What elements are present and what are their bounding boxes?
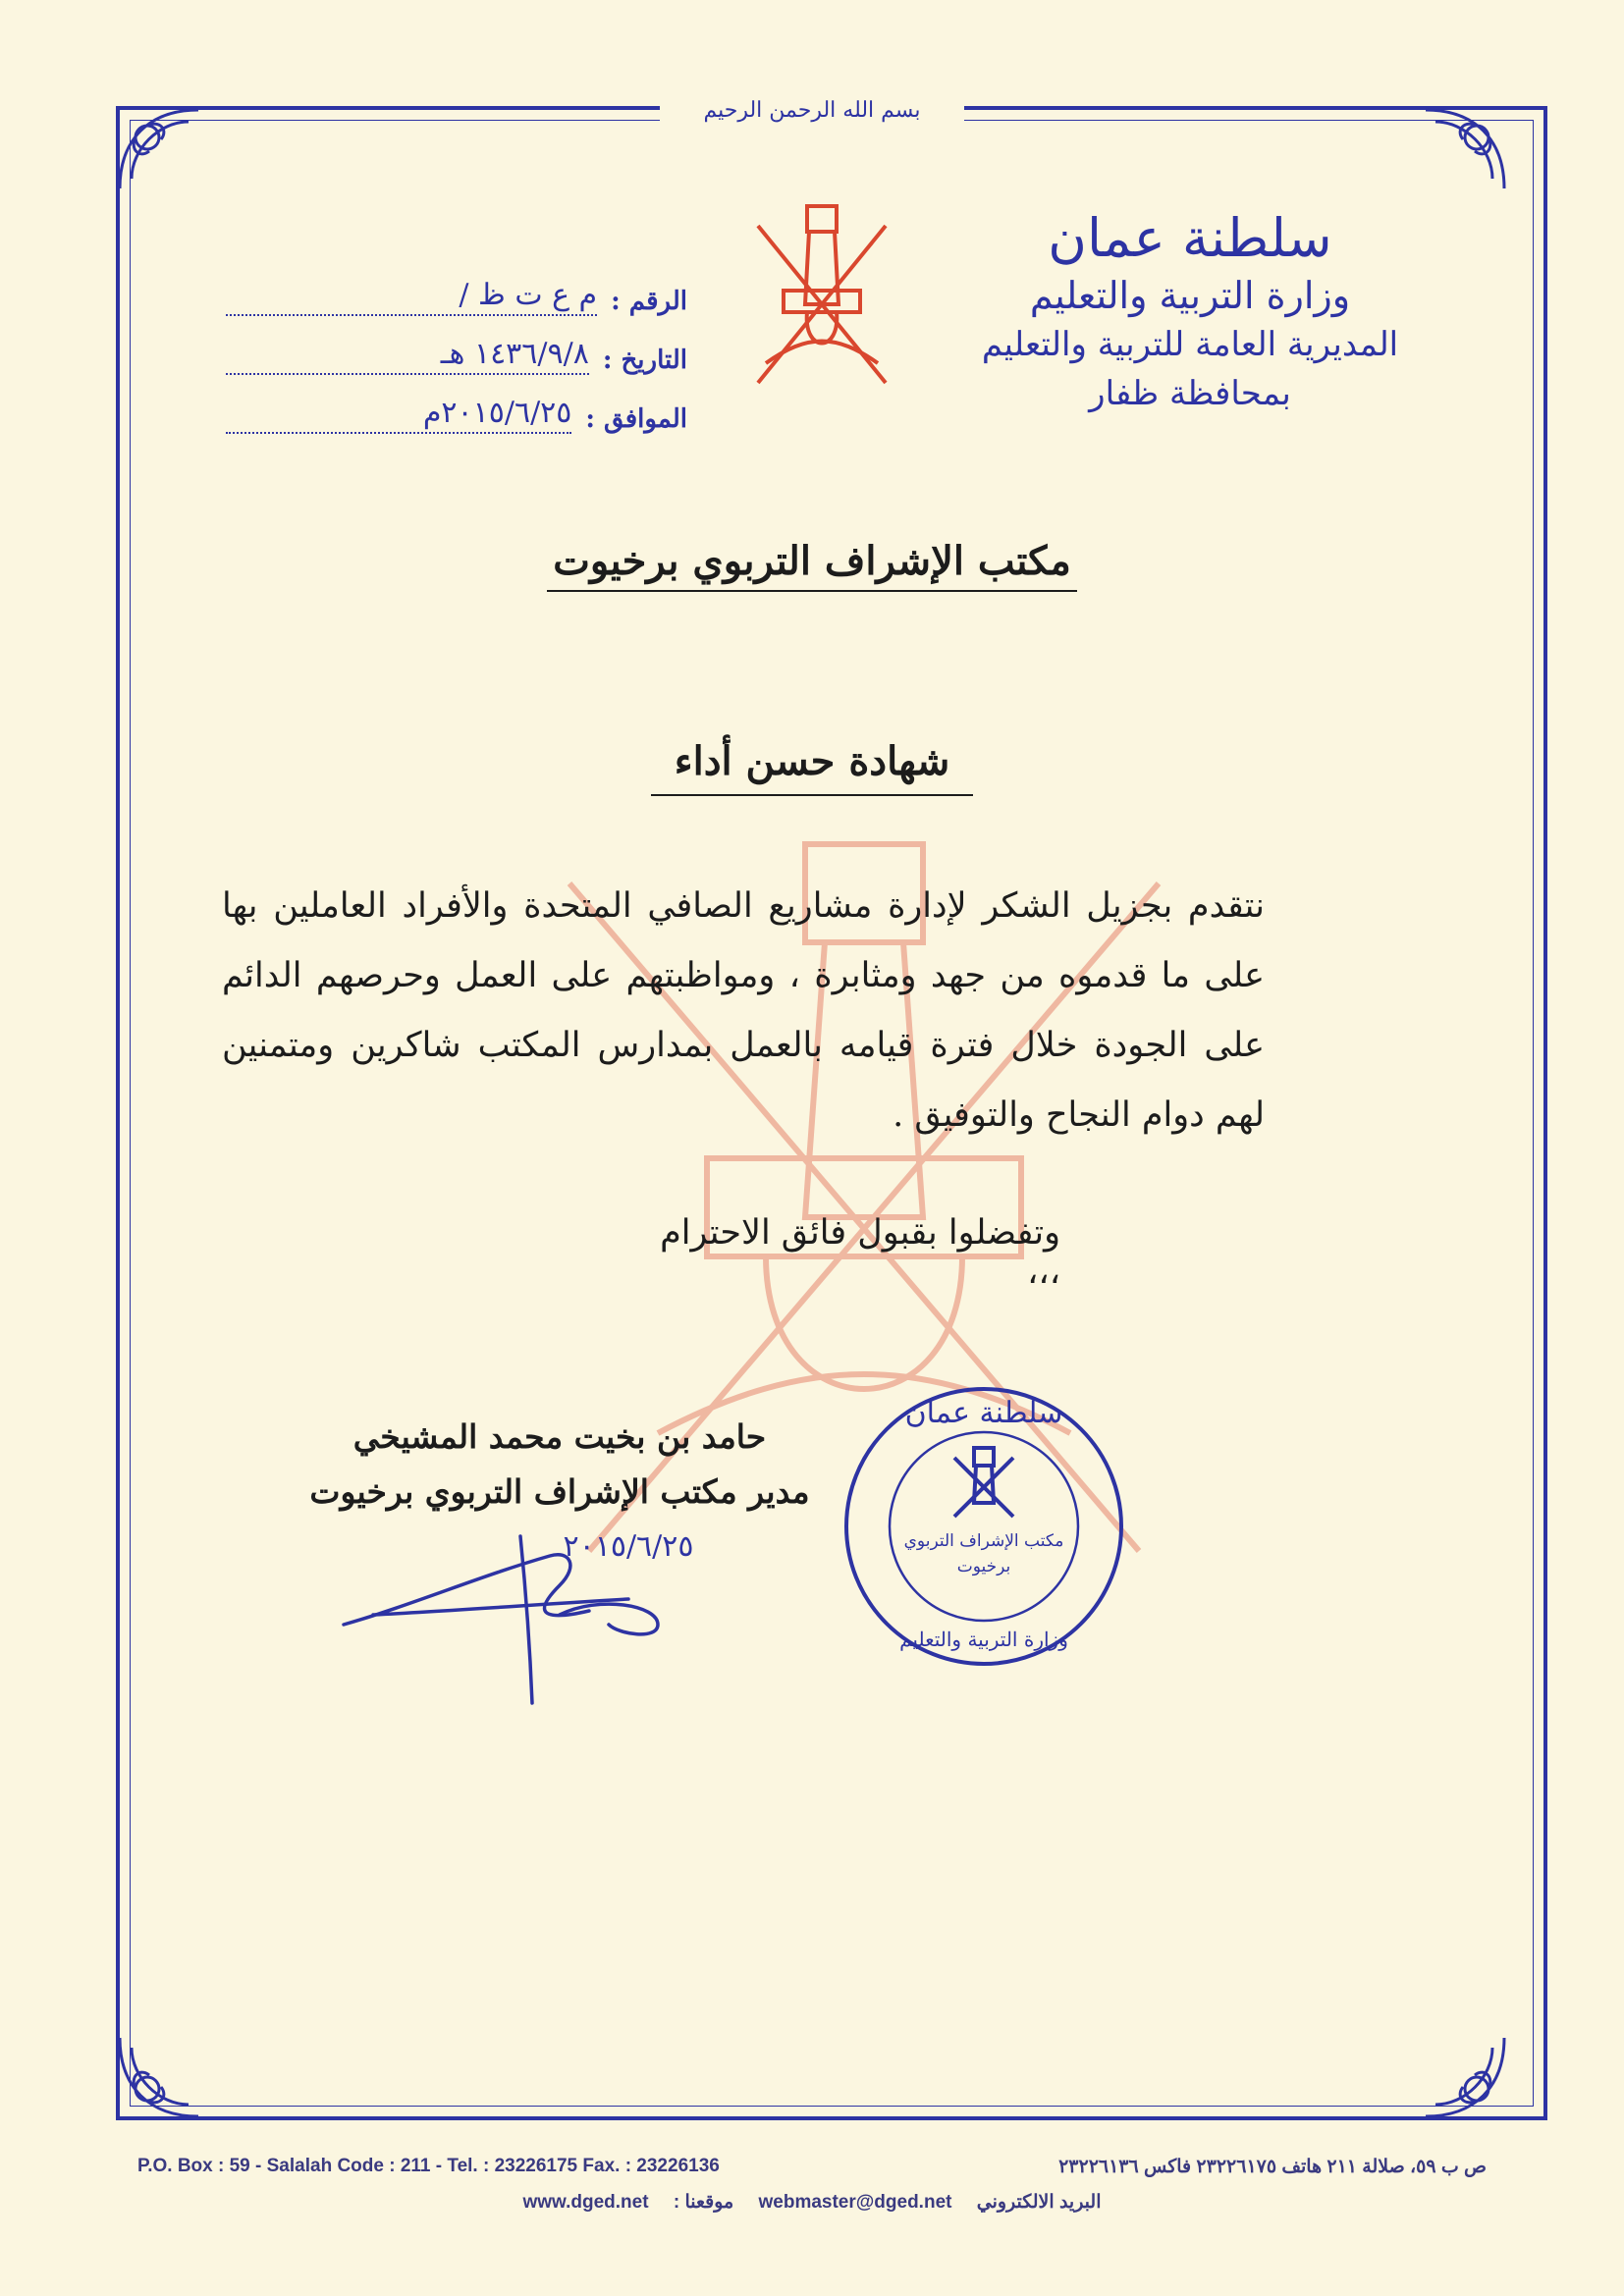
closing-line: وتفضلوا بقبول فائق الاحترام ،،،: [660, 1213, 1060, 1292]
signatory-block: [295, 1410, 825, 1520]
gregorian-date-row: [226, 375, 687, 434]
reference-block: [226, 257, 687, 434]
footer-email-label: البريد الالكتروني: [976, 2192, 1102, 2213]
reference-number-label: الرقم :: [611, 287, 687, 316]
handwritten-signature: [334, 1517, 766, 1713]
footer-website-label: : موقعنا: [673, 2192, 734, 2213]
official-stamp: [837, 1379, 1131, 1674]
letterhead-line-3: المديرية العامة للتربية والتعليم: [981, 325, 1399, 364]
corner-ornament-top-left: [110, 100, 208, 198]
stamp-bottom-text: وزارة التربية والتعليم: [899, 1628, 1068, 1651]
reference-number-row: [226, 257, 687, 316]
hijri-date-value: ١٤٣٦/٩/٨ هـ: [226, 337, 589, 375]
office-title-text: مكتب الإشراف التربوي برخيوت: [547, 538, 1077, 592]
reference-number-value: م ع ت ظ /: [226, 278, 597, 316]
letterhead-line-1: سلطنة عمان: [1048, 207, 1332, 269]
letterhead-line-4: بمحافظة ظفار: [1089, 374, 1291, 413]
footer-website[interactable]: www.dged.net: [522, 2192, 649, 2213]
signatory-title: مدير مكتب الإشراف التربوي برخيوت: [309, 1472, 810, 1511]
certificate-title: [0, 738, 1624, 784]
office-title: [0, 538, 1624, 584]
letterhead: [954, 206, 1426, 418]
stamp-outer-text: سلطنة عمان: [904, 1396, 1063, 1430]
footer-web-line: [0, 2191, 1624, 2214]
certificate-title-text: شهادة حسن أداء: [651, 738, 973, 796]
footer-contact-line: [137, 2156, 1487, 2178]
stamp-inner-line-2: برخيوت: [956, 1557, 1011, 1576]
stamp-inner-line-1: مكتب الإشراف التربوي: [903, 1531, 1064, 1551]
gregorian-date-value: ٢٠١٥/٦/٢٥م: [226, 396, 571, 434]
basmala-header: بسم الله الرحمن الرحيم: [660, 94, 964, 128]
letterhead-line-2: وزارة التربية والتعليم: [1029, 274, 1351, 317]
hijri-date-row: [226, 316, 687, 375]
oman-emblem: [738, 196, 905, 402]
corner-ornament-bottom-left: [110, 2028, 208, 2126]
footer-contact-arabic: ص ب ٥٩، صلالة ٢١١ هاتف ٢٣٢٢٦١٧٥ فاكس ٢٣٢٢٦١٣٦: [1058, 2157, 1487, 2177]
certificate-body: نتقدم بجزيل الشكر لإدارة مشاريع الصافي المتحدة والأفراد العاملين بها على ما قدموه من جهد ومثابرة ، ومواظبتهم على العمل وحرصهم الدائم على الجودة خلال فترة قيامه بالعمل بمدارس المكتب شاكرين ومتمنين لهم دوام النجاح والتوفيق .: [222, 886, 1265, 1135]
corner-ornament-bottom-right: [1416, 2028, 1514, 2126]
footer-email[interactable]: webmaster@dged.net: [758, 2192, 952, 2213]
handwritten-date: ٢٠١٥/٦/٢٥: [563, 1529, 694, 1564]
footer-contact-english: P.O. Box : 59 - Salalah Code : 211 - Tel. : 23226175 Fax. : 23226136: [137, 2156, 720, 2176]
hijri-date-label: التاريخ :: [602, 346, 687, 375]
gregorian-date-label: الموافق :: [585, 404, 687, 434]
corner-ornament-top-right: [1416, 100, 1514, 198]
signatory-name: حامد بن بخيت محمد المشيخي: [352, 1417, 767, 1456]
